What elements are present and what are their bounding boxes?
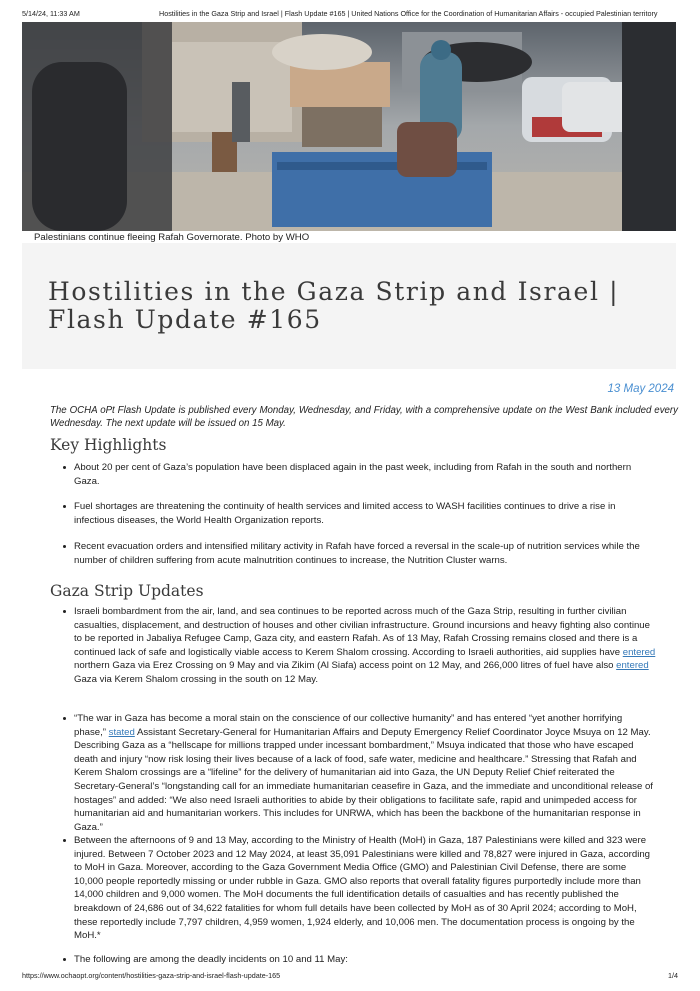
text-segment: Israeli bombardment from the air, land, and sea continues to be reported across much of the Gaza Strip, resulting in further civilian casualties, displacement, and destruction of houses and other civilian infrastructure. Ground incursions and heavy fighting also continue to be reported in Jabaliya Refugee Camp, Gaza city, and eastern Rafah. As of 13 May, Rafah Crossing remains closed and there is a continued lack of safe and logistically viable access to Kerem Shalom crossing. According to Israeli authorities, aid supplies have — [74, 606, 650, 658]
list-item: Fuel shortages are threatening the continuity of health services and limited access to WASH facilities continues to drive a rise in infectious diseases, the World Health Organization reports. — [62, 500, 656, 527]
print-header — [22, 9, 678, 21]
text-segment: Gaza via Kerem Shalom crossing in the south on 12 May. — [74, 673, 319, 685]
key-highlights-list — [62, 461, 656, 488]
list-item: Recent evacuation orders and intensified military activity in Rafah have forced a reversal in the scale-up of nutrition services while the number of children suffering from acute malnutrition continues to increase, the Nutrition Cluster warns. — [62, 540, 656, 567]
print-timestamp: 5/14/24, 11:33 AM — [22, 9, 80, 18]
list-item: About 20 per cent of Gaza’s population have been displaced again in the past week, including from Rafah in the south and northern Gaza. — [62, 461, 656, 488]
text-segment: “The war in Gaza has become a moral stain on the conscience of our collective humanity” and has entered “yet another horrifying phase,” — [74, 713, 623, 738]
intro-paragraph: The OCHA oPt Flash Update is published every Monday, Wednesday, and Friday, with a comprehensive update on the West Bank included every Wednesday. The next update will be issued on 15 May. — [50, 405, 678, 429]
page-title: Hostilities in the Gaza Strip and Israel | Flash Update #165 — [48, 277, 620, 334]
print-page-title: Hostilities in the Gaza Strip and Israel | Flash Update #165 | United Nations Office for the Coordination of Humanitarian Affairs - occupied Palestinian territory — [159, 9, 658, 18]
print-url: https://www.ochaopt.org/content/hostilities-gaza-strip-and-israel-flash-update-165 — [22, 971, 281, 980]
gaza-updates-list — [62, 834, 656, 943]
hero-caption: Palestinians continue fleeing Rafah Governorate. Photo by WHO — [34, 232, 310, 243]
list-item: Between the afternoons of 9 and 13 May, according to the Ministry of Health (MoH) in Gaza, 187 Palestinians were killed and 323 were injured. Between 7 October 2023 and 12 May 2024, at least 35,091 Palestinians were killed and 78,827 were injured in Gaza, according to MoH in Gaza. Moreover, according to the Gaza Government Media Office (GMO) and Palestinian Civil Defense, there are some 10,000 people reportedly missing or under rubble in Gaza. GMO also reports that overall fatality figures purportedly include more than 14,000 children and 9,000 women. The MoH documents the full identification details of casualties and has recently published the breakdown of 24,686 out of 34,622 fatalities for whom full details have been collected by MoH as of 30 April 2024; according to MoH, these reportedly include 7,797 children, 4,959 women, 1,924 elderly, and 10,006 men. The documentation process is ongoing by the MoH.* — [62, 834, 656, 943]
gaza-updates-heading: Gaza Strip Updates — [50, 582, 204, 600]
text-segment: Assistant Secretary-General for Humanitarian Affairs and Deputy Emergency Relief Coordinator Joyce Msuya on 12 May. Describing Gaza as a “hellscape for millions trapped under incessant bombardment,” Msuya indicated that those who have escaped death and injury “now risk losing their lives because of a lack of food, safe water, medicine and healthcare.” Stressing that Rafah and Kerem Shalom crossings are a “lifeline” for the delivery of humanitarian aid into Gaza, the UN Deputy Relief Chief reiterated the Secretary-General’s “longstanding call for an immediate humanitarian ceasefire in Gaza, and the immediate and unconditional release of hostages” and added: “We also need Israeli authorities to abide by their obligations to facilitate safe, rapid and unimpeded access for humanitarian aid and humanitarian workers. This includes for UNRWA, which has been the backbone of the humanitarian response in Gaza.” — [74, 726, 653, 833]
list-item — [62, 605, 656, 687]
print-footer — [22, 971, 678, 983]
entered-link-kerem-shalom[interactable]: entered — [616, 660, 649, 672]
list-item: The following are among the deadly incidents on 10 and 11 May: — [62, 953, 656, 967]
gaza-updates-list — [62, 605, 656, 687]
list-item — [62, 712, 656, 834]
gaza-updates-list — [62, 712, 656, 834]
publish-date: 13 May 2024 — [607, 383, 674, 395]
stated-link[interactable]: stated — [108, 726, 135, 738]
hero-photo — [22, 22, 676, 231]
key-highlights-list — [62, 500, 656, 527]
key-highlights-heading: Key Highlights — [50, 436, 167, 454]
key-highlights-list — [62, 540, 656, 567]
text-segment: northern Gaza via Erez Crossing on 9 May and via Zikim (Al Siafa) access point on 12 May, and 266,000 litres of fuel have also — [74, 660, 617, 672]
hero-photo-illustration — [22, 22, 676, 231]
gaza-updates-list — [62, 953, 656, 967]
entered-link-erez[interactable]: entered — [622, 646, 656, 658]
page-number: 1/4 — [668, 971, 678, 980]
